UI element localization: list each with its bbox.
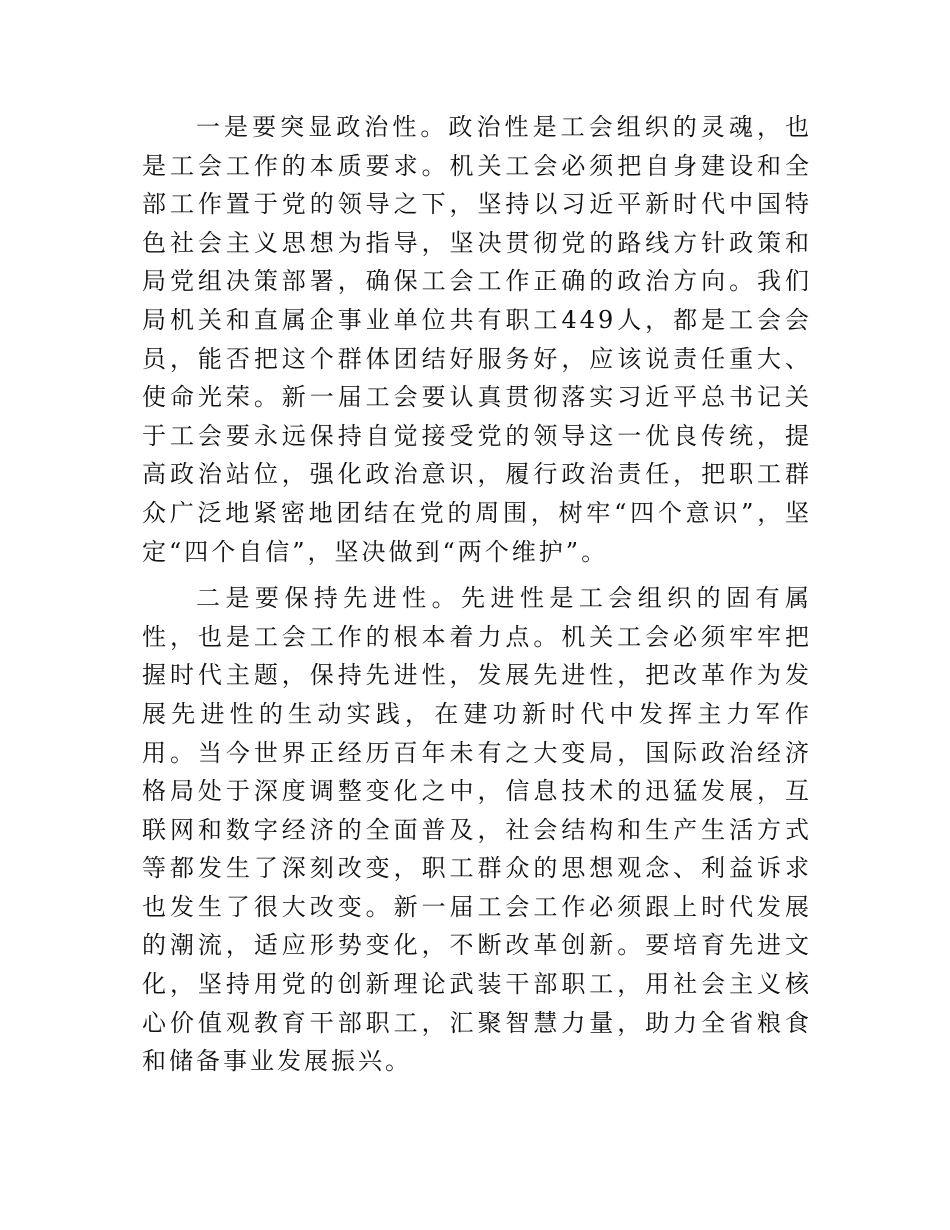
document-body: [142, 108, 812, 1081]
paragraph-political: 一是要突显政治性。政治性是工会组织的灵魂，也是工会工作的本质要求。机关工会必须把自身建设和全部工作置于党的领导之下，坚持以习近平新时代中国特色社会主义思想为指导，坚决贯彻党的路线方针政策和局党组决策部署，确保工会工作正确的政治方向。我们局机关和直属企事业单位共有职工449人，都是工会会员，能否把这个群体团结好服务好，应该说责任重大、使命光荣。新一届工会要认真贯彻落实习近平总书记关于工会要永远保持自觉接受党的领导这一优良传统，提高政治站位，强化政治意识，履行政治责任，把职工群众广泛地紧密地团结在党的周围，树牢“四个意识”，坚定“四个自信”，坚决做到“两个维护”。: [142, 113, 812, 566]
paragraph-advanced: 二是要保持先进性。先进性是工会组织的固有属性，也是工会工作的根本着力点。机关工会必须牢牢把握时代主题，保持先进性，发展先进性，把改革作为发展先进性的生动实践，在建功新时代中发挥主力军作用。当今世界正经历百年未有之大变局，国际政治经济格局处于深度调整变化之中，信息技术的迅猛发展，互联网和数字经济的全面普及，社会结构和生产生活方式等都发生了深刻改变，职工群众的思想观念、利益诉求也发生了很大改变。新一届工会工作必须跟上时代发展的潮流，适应形势变化，不断改革创新。要培育先进文化，坚持用党的创新理论武装干部职工，用社会主义核心价值观教育干部职工，汇聚智慧力量，助力全省粮食和储备事业发展振兴。: [142, 584, 812, 1076]
